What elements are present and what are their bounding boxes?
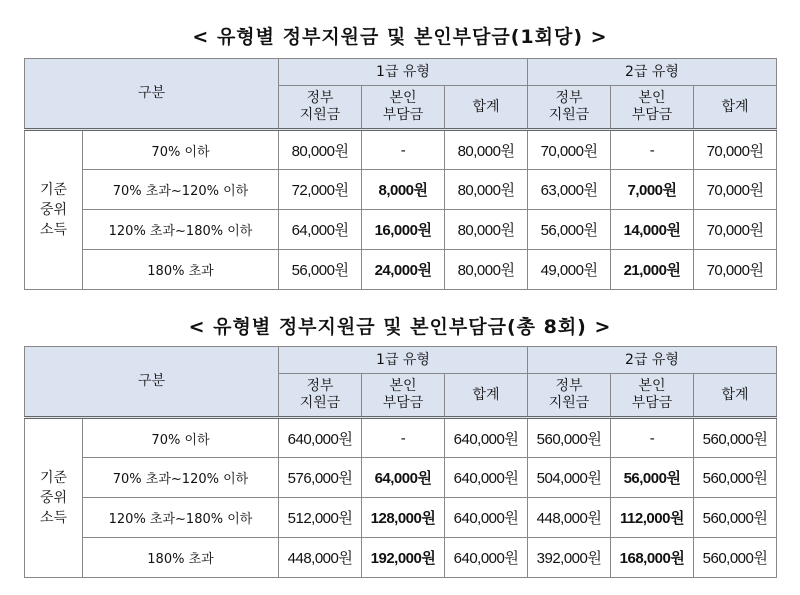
table-title-total-8: < 유형별 정부지원금 및 본인부담금(총 8회) > [188, 316, 612, 338]
income-bracket-label: 70% 초과~120% 이하 [83, 170, 279, 210]
cell-total-2: 70,000원 [694, 130, 777, 170]
table-row [25, 210, 777, 250]
cell-total-1: 80,000원 [445, 210, 528, 250]
header-self-pay [611, 86, 694, 130]
header-self-pay-line2: 부담금 [631, 107, 673, 123]
side-label-line: 소득 [39, 222, 68, 238]
cell-total-2: 70,000원 [694, 170, 777, 210]
cell-total-2: 560,000원 [694, 498, 777, 538]
header-gov-subsidy-line1: 정부 [306, 90, 334, 106]
cell-total-1: 640,000원 [445, 418, 528, 458]
cell-total-2: 70,000원 [694, 210, 777, 250]
header-gov-subsidy-line2: 지원금 [548, 395, 590, 411]
cell-gov-subsidy-1: 80,000원 [279, 130, 362, 170]
cell-gov-subsidy-2: 56,000원 [528, 210, 611, 250]
header-self-pay [362, 374, 445, 418]
header-group-2: 2급 유형 [528, 59, 777, 86]
cell-self-pay-2: 7,000원 [611, 170, 694, 210]
cell-total-2: 560,000원 [694, 538, 777, 578]
header-gov-subsidy-line2: 지원금 [299, 395, 341, 411]
subsidy-table-per-session [24, 58, 777, 290]
cell-self-pay-1: 128,000원 [362, 498, 445, 538]
side-label-line: 중위 [39, 490, 68, 506]
cell-gov-subsidy-1: 72,000원 [279, 170, 362, 210]
cell-total-2: 560,000원 [694, 458, 777, 498]
cell-total-1: 80,000원 [445, 170, 528, 210]
cell-gov-subsidy-2: 49,000원 [528, 250, 611, 290]
table-row [25, 418, 777, 458]
header-category: 구분 [25, 347, 279, 418]
cell-gov-subsidy-1: 640,000원 [279, 418, 362, 458]
side-label-line: 기준 [39, 470, 68, 486]
side-label-line: 소득 [39, 510, 68, 526]
income-bracket-label: 70% 이하 [83, 418, 279, 458]
table-row [25, 170, 777, 210]
cell-gov-subsidy-2: 560,000원 [528, 418, 611, 458]
cell-self-pay-2: 112,000원 [611, 498, 694, 538]
cell-self-pay-1: - [362, 418, 445, 458]
table-row [25, 538, 777, 578]
cell-gov-subsidy-2: 70,000원 [528, 130, 611, 170]
cell-self-pay-2: 21,000원 [611, 250, 694, 290]
header-self-pay-line2: 부담금 [382, 107, 424, 123]
income-bracket-label: 70% 초과~120% 이하 [83, 458, 279, 498]
header-self-pay-line2: 부담금 [382, 395, 424, 411]
subsidy-table-total-8 [24, 346, 777, 578]
cell-self-pay-1: 192,000원 [362, 538, 445, 578]
header-category: 구분 [25, 59, 279, 130]
header-self-pay-line1: 본인 [389, 378, 417, 394]
header-gov-subsidy [279, 374, 362, 418]
header-gov-subsidy-line2: 지원금 [299, 107, 341, 123]
table-row [25, 250, 777, 290]
cell-gov-subsidy-2: 392,000원 [528, 538, 611, 578]
header-gov-subsidy [528, 374, 611, 418]
cell-total-1: 640,000원 [445, 458, 528, 498]
header-group-1: 1급 유형 [279, 59, 528, 86]
table-title-per-session: < 유형별 정부지원금 및 본인부담금(1회당) > [192, 26, 608, 48]
cell-total-2: 70,000원 [694, 250, 777, 290]
cell-self-pay-1: 8,000원 [362, 170, 445, 210]
table-row [25, 458, 777, 498]
header-gov-subsidy-line1: 정부 [555, 378, 583, 394]
table-row [25, 498, 777, 538]
header-total: 합계 [694, 374, 777, 418]
income-bracket-label: 70% 이하 [83, 130, 279, 170]
income-bracket-label: 120% 초과~180% 이하 [83, 498, 279, 538]
cell-total-2: 560,000원 [694, 418, 777, 458]
cell-self-pay-2: - [611, 130, 694, 170]
header-total: 합계 [445, 374, 528, 418]
cell-gov-subsidy-2: 504,000원 [528, 458, 611, 498]
cell-self-pay-1: 64,000원 [362, 458, 445, 498]
header-group-1: 1급 유형 [279, 347, 528, 374]
side-label-median-income [25, 418, 83, 578]
income-bracket-label: 180% 초과 [83, 538, 279, 578]
cell-gov-subsidy-1: 576,000원 [279, 458, 362, 498]
cell-self-pay-2: 168,000원 [611, 538, 694, 578]
cell-self-pay-1: 24,000원 [362, 250, 445, 290]
header-self-pay [362, 86, 445, 130]
side-label-line: 기준 [39, 182, 68, 198]
cell-gov-subsidy-2: 448,000원 [528, 498, 611, 538]
cell-total-1: 80,000원 [445, 250, 528, 290]
header-self-pay [611, 374, 694, 418]
cell-self-pay-2: 14,000원 [611, 210, 694, 250]
cell-gov-subsidy-1: 512,000원 [279, 498, 362, 538]
side-label-line: 중위 [39, 202, 68, 218]
cell-gov-subsidy-1: 64,000원 [279, 210, 362, 250]
cell-total-1: 640,000원 [445, 498, 528, 538]
header-total: 합계 [694, 86, 777, 130]
header-gov-subsidy-line1: 정부 [306, 378, 334, 394]
header-self-pay-line1: 본인 [638, 378, 666, 394]
income-bracket-label: 180% 초과 [83, 250, 279, 290]
side-label-median-income [25, 130, 83, 290]
table-row [25, 130, 777, 170]
header-gov-subsidy-line1: 정부 [555, 90, 583, 106]
cell-self-pay-1: - [362, 130, 445, 170]
header-gov-subsidy [279, 86, 362, 130]
header-self-pay-line1: 본인 [389, 90, 417, 106]
cell-total-1: 80,000원 [445, 130, 528, 170]
header-total: 합계 [445, 86, 528, 130]
header-self-pay-line2: 부담금 [631, 395, 673, 411]
cell-gov-subsidy-1: 56,000원 [279, 250, 362, 290]
income-bracket-label: 120% 초과~180% 이하 [83, 210, 279, 250]
header-self-pay-line1: 본인 [638, 90, 666, 106]
cell-self-pay-2: 56,000원 [611, 458, 694, 498]
cell-gov-subsidy-1: 448,000원 [279, 538, 362, 578]
cell-self-pay-2: - [611, 418, 694, 458]
header-gov-subsidy-line2: 지원금 [548, 107, 590, 123]
cell-gov-subsidy-2: 63,000원 [528, 170, 611, 210]
header-group-2: 2급 유형 [528, 347, 777, 374]
cell-total-1: 640,000원 [445, 538, 528, 578]
header-gov-subsidy [528, 86, 611, 130]
cell-self-pay-1: 16,000원 [362, 210, 445, 250]
